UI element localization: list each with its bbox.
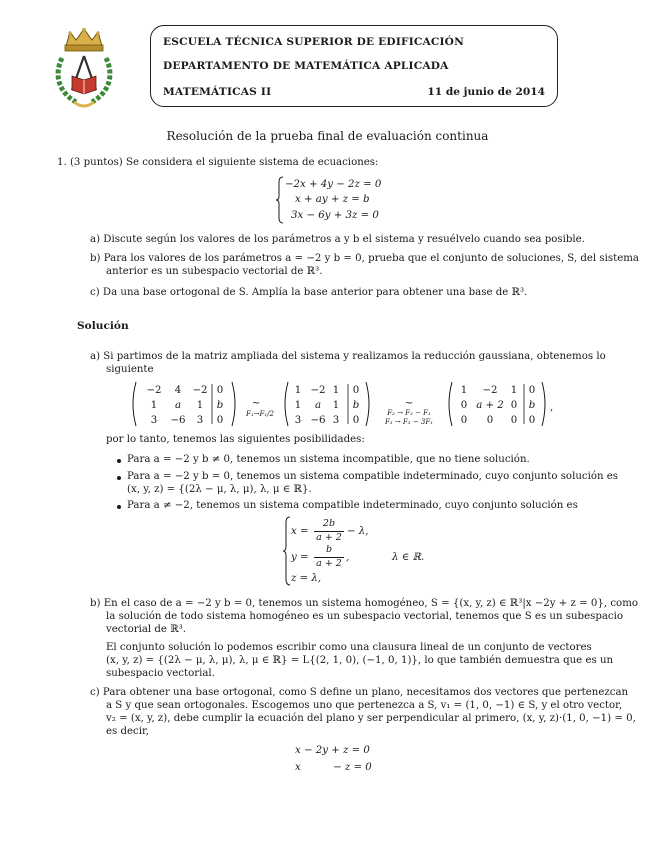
left-brace (275, 176, 285, 224)
solution-c-line3: v₂ = (x, y, z), debe cumplir la ecuación del plano y ser perpendicular al primero, (x, y, z)·(1, 0, −1) = 0, (106, 713, 636, 724)
bullet-2 (117, 476, 121, 480)
parametric-solution (282, 516, 462, 586)
lambda-domain: λ ∈ ℝ. (392, 552, 425, 563)
matrix-entry: 1 (460, 385, 468, 396)
matrix-entry: 0 (216, 415, 224, 426)
matrix-entry: b (216, 400, 224, 411)
header-box (150, 25, 558, 107)
matrix-entry: −2 (482, 385, 498, 396)
page-title: Resolución de la prueba final de evaluación continua (166, 129, 489, 143)
matrix-entry: 4 (174, 385, 182, 396)
matrix-entry: 1 (294, 400, 302, 411)
school-name: ESCUELA TÉCNICA SUPERIOR DE EDIFICACIÓN (163, 36, 464, 48)
solution-a-line1: a) Si partimos de la matriz ampliada del sistema y realizamos la reducción gaussiana, obtenemos lo (90, 351, 606, 362)
y-denominator: a + 2 (316, 558, 342, 569)
matrix-entry: 1 (150, 400, 158, 411)
y-numerator: b (325, 544, 333, 555)
solution-c-line4: es decir, (106, 726, 149, 737)
matrix-entry: 3 (150, 415, 158, 426)
problem-part-c: c) Da una base ortogonal de S. Amplía la base anterior para obtener una base de ℝ³. (90, 287, 528, 298)
matrix-entry: 1 (196, 400, 204, 411)
case-1: Para a = −2 y b ≠ 0, tenemos un sistema incompatible, que no tiene solución. (127, 454, 530, 465)
x-equals: x = (291, 526, 309, 537)
problem-part-b-line1: b) Para los valores de los parámetros a = −2 y b = 0, prueba que el conjunto de soluciones, S, del sistema (90, 253, 640, 264)
matrix-entry: 0 (352, 415, 360, 426)
problem-part-b-line2: anterior es un subespacio vectorial de ℝ³. (106, 266, 323, 277)
augmented-matrix-2 (295, 385, 360, 426)
school-crest-logo (52, 26, 116, 110)
x-denominator: a + 2 (316, 532, 342, 543)
tilde-1: ∼ (251, 398, 261, 409)
z-equals: z = λ, (291, 573, 322, 584)
matrix-entry: a + 2 (476, 400, 504, 411)
solution-b-line6: subespacio vectorial. (106, 668, 215, 679)
matrix-entry: 0 (528, 385, 536, 396)
solution-a-line2: siguiente (106, 364, 154, 375)
solution-b-line4: El conjunto solución lo podemos escribir como una clausura lineal de un conjunto de vectores (106, 642, 592, 653)
matrix-entry: −2 (146, 385, 162, 396)
matrix-entry: 0 (510, 415, 518, 426)
matrix-entry: −6 (170, 415, 186, 426)
row-operation-2b: F₃ → F₃ − 3F₁ (384, 418, 434, 426)
matrix-entry: 3 (196, 415, 204, 426)
problem-part-a: a) Discute según los valores de los parámetros a y b el sistema y resuélvelo cuando sea posible. (90, 234, 585, 245)
equation-system (275, 176, 385, 224)
matrix-entry: −2 (192, 385, 208, 396)
solution-b-line3: vectorial de ℝ³. (106, 624, 186, 635)
solution-c-line1: c) Para obtener una base ortogonal, como S define un plano, necesitamos dos vectores que pertenezcan (90, 687, 629, 698)
bullet-1 (117, 459, 121, 463)
exam-date: 11 de junio de 2014 (427, 86, 545, 98)
department-name: DEPARTAMENTO DE MATEMÁTICA APLICADA (163, 60, 449, 72)
x-numerator: 2b (322, 518, 336, 529)
equation-2: x + ay + z = b (295, 194, 370, 205)
possibilities-text: por lo tanto, tenemos las siguientes posibilidades: (106, 434, 365, 445)
matrix-entry: 0 (460, 400, 468, 411)
matrix-entry: −6 (310, 415, 326, 426)
matrix-entry: 0 (352, 385, 360, 396)
case-2-line2: (x, y, z) = {(2λ − μ, λ, μ), λ, μ ∈ ℝ}. (127, 484, 312, 495)
equation-1: −2x + 4y − 2z = 0 (285, 179, 382, 190)
x-rest: − λ, (347, 526, 369, 537)
gaussian-reduction (128, 380, 558, 428)
matrix-entry: a (174, 400, 182, 411)
row-operation-1: F₁→F₁/2 (245, 410, 275, 418)
equation-3: 3x − 6y + 3z = 0 (291, 210, 379, 221)
solution-heading: Solución (77, 320, 129, 332)
matrix-entry: b (352, 400, 360, 411)
y-rest: , (346, 552, 350, 563)
comma: , (550, 402, 554, 413)
matrix-entry: 3 (332, 415, 340, 426)
tilde-2: ∼ (404, 398, 414, 409)
matrix-entry: 0 (510, 400, 518, 411)
final-equation-2: x − z = 0 (295, 762, 372, 773)
matrix-entry: 0 (486, 415, 494, 426)
matrix-entry: 1 (332, 385, 340, 396)
matrix-entry: 1 (510, 385, 518, 396)
solution-c-line2: a S y que sean ortogonales. Escogemos uno que pertenezca a S, v₁ = (1, 0, −1) ∈ S, y el otro vector, (106, 700, 623, 711)
solution-b-line1: b) En el caso de a = −2 y b = 0, tenemos un sistema homogéneo, S = {(x, y, z) ∈ ℝ³|x −2y + z = 0}, como (90, 598, 638, 609)
solution-b-line5: (x, y, z) = {(2λ − μ, λ, μ), λ, μ ∈ ℝ} = L{(2, 1, 0), (−1, 0, 1)}, lo que también demuestra que es un (106, 655, 614, 666)
bullet-3 (117, 505, 121, 509)
matrix-entry: 0 (216, 385, 224, 396)
matrix-entry: 1 (332, 400, 340, 411)
case-3: Para a ≠ −2, tenemos un sistema compatible indeterminado, cuyo conjunto solución es (127, 500, 578, 511)
matrix-entry: −2 (310, 385, 326, 396)
matrix-entry: a (314, 400, 322, 411)
row-operation-2a: F₂ → F₂ − F₁ (387, 409, 431, 417)
final-equation-1: x − 2y + z = 0 (295, 745, 370, 756)
matrix-entry: 0 (460, 415, 468, 426)
matrix-entry: b (528, 400, 536, 411)
problem-intro: 1. (3 puntos) Se considera el siguiente sistema de ecuaciones: (57, 157, 379, 168)
matrix-entry: 3 (294, 415, 302, 426)
solution-b-line2: la solución de todo sistema homogéneo es un subespacio vectorial, tenemos que S es un subespacio (106, 611, 624, 622)
matrix-entry: 0 (528, 415, 536, 426)
case-2-line1: Para a = −2 y b = 0, tenemos un sistema compatible indeterminado, cuyo conjunto solución es (127, 471, 619, 482)
y-equals: y = (291, 552, 309, 563)
course-name: MATEMÁTICAS II (163, 86, 272, 98)
matrix-entry: 1 (294, 385, 302, 396)
